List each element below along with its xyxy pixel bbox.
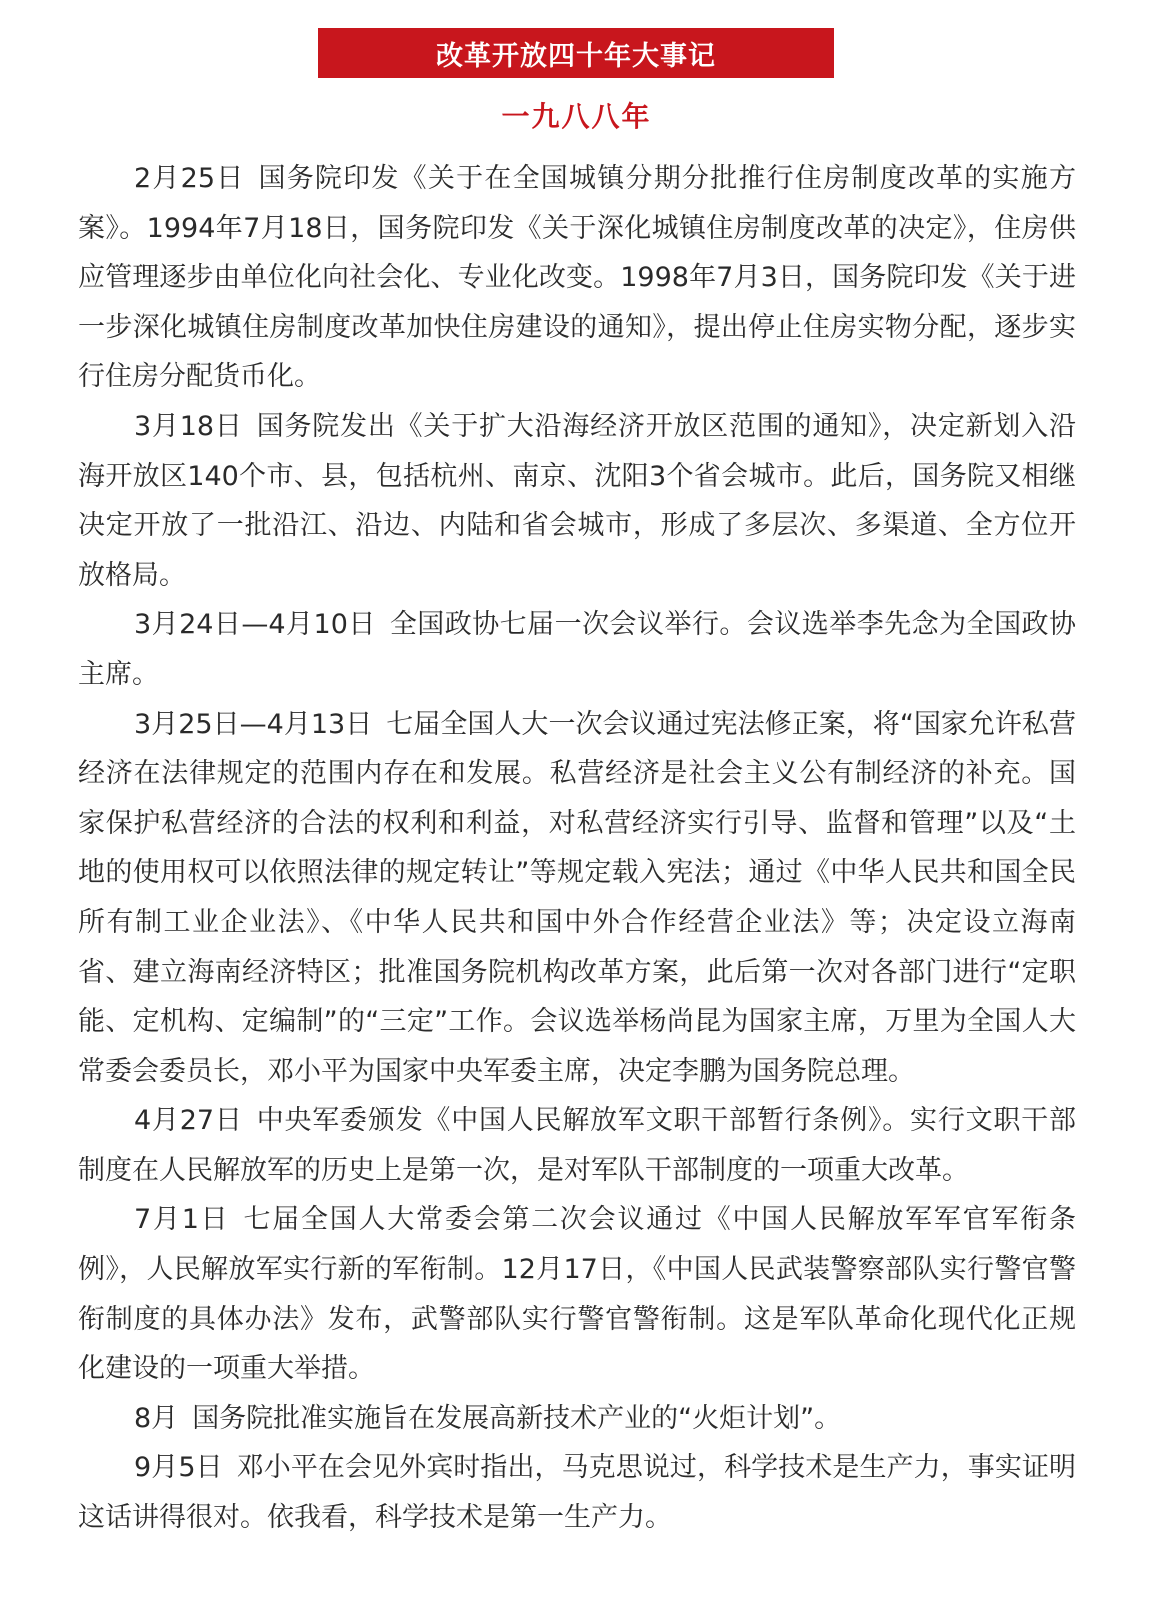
chronicle-entry — [78, 402, 1076, 600]
chronicle-entry — [78, 1394, 1076, 1444]
entry-text: 七届全国人大一次会议通过宪法修正案，将“国家允许私营经济在法律规定的范围内存在和发展。私营经济是社会主义公有制经济的补充。国家保护私营经济的合法的权利和利益，对私营经济实行引导、监督和管理”以及“土地的使用权可以依照法律的规定转让”等规定载入宪法；通过《中华人民共和国全民所有制工业企业法》、《中华人民共和国中外合作经营企业法》等；决定设立海南省、建立海南经济特区；批准国务院机构改革方案，此后第一次对各部门进行“定职能、定机构、定编制”的“三定”工作。会议选举杨尚昆为国家主席，万里为全国人大常委会委员长，邓小平为国家中央军委主席，决定李鹏为国务院总理。 — [78, 708, 1076, 1087]
page-title: 改革开放四十年大事记 — [436, 40, 716, 72]
entry-date: 3月18日 — [134, 410, 243, 442]
chronicle-entry — [78, 1443, 1076, 1542]
entry-text: 中央军委颁发《中国人民解放军文职干部暂行条例》。实行文职干部制度在人民解放军的历史上是第一次，是对军队干部制度的一项重大改革。 — [78, 1105, 1076, 1186]
entry-text: 国务院发出《关于扩大沿海经济开放区范围的通知》，决定新划入沿海开放区140个市、县，包括杭州、南京、沈阳3个省会城市。此后，国务院又相继决定开放了一批沿江、沿边、内陆和省会城市，形成了多层次、多渠道、全方位开放格局。 — [78, 410, 1076, 591]
entry-date: 3月25日—4月13日 — [134, 708, 373, 740]
entry-text: 邓小平在会见外宾时指出，马克思说过，科学技术是生产力，事实证明这话讲得很对。依我看，科学技术是第一生产力。 — [78, 1452, 1077, 1534]
entry-date: 9月5日 — [134, 1452, 223, 1484]
entry-text: 国务院印发《关于在全国城镇分期分批推行住房制度改革的实施方案》。1994年7月18日，国务院印发《关于深化城镇住房制度改革的决定》，住房供应管理逐步由单位化向社会化、专业化改变。1998年7月3日，国务院印发《关于进一步深化城镇住房制度改革加快住房建设的通知》，提出停止住房实物分配，逐步实行住房分配货币化。 — [78, 163, 1076, 393]
chronicle-body — [78, 154, 1076, 1543]
entry-date: 7月1日 — [134, 1204, 230, 1236]
entry-date: 2月25日 — [134, 163, 245, 194]
chronicle-entry — [78, 700, 1076, 1097]
title-banner — [318, 28, 834, 78]
year-heading: 一九八八年 — [501, 100, 652, 133]
entry-date: 8月 — [134, 1402, 179, 1434]
entry-date: 3月24日—4月10日 — [134, 609, 376, 641]
chronicle-entry — [78, 1096, 1076, 1195]
entry-text: 全国政协七届一次会议举行。会议选举李先念为全国政协主席。 — [78, 609, 1077, 690]
entry-date: 4月27日 — [134, 1105, 243, 1137]
entry-text: 国务院批准实施旨在发展高新技术产业的“火炬计划”。 — [192, 1402, 842, 1434]
chronicle-entry — [78, 154, 1076, 402]
chronicle-entry — [78, 1195, 1076, 1393]
chronicle-entry — [78, 600, 1076, 699]
entry-text: 七届全国人大常委会第二次会议通过《中国人民解放军军官军衔条例》，人民解放军实行新的军衔制。12月17日，《中国人民武装警察部队实行警官警衔制度的具体办法》发布，武警部队实行警官警衔制。这是军队革命化现代化正规化建设的一项重大举措。 — [78, 1204, 1076, 1385]
